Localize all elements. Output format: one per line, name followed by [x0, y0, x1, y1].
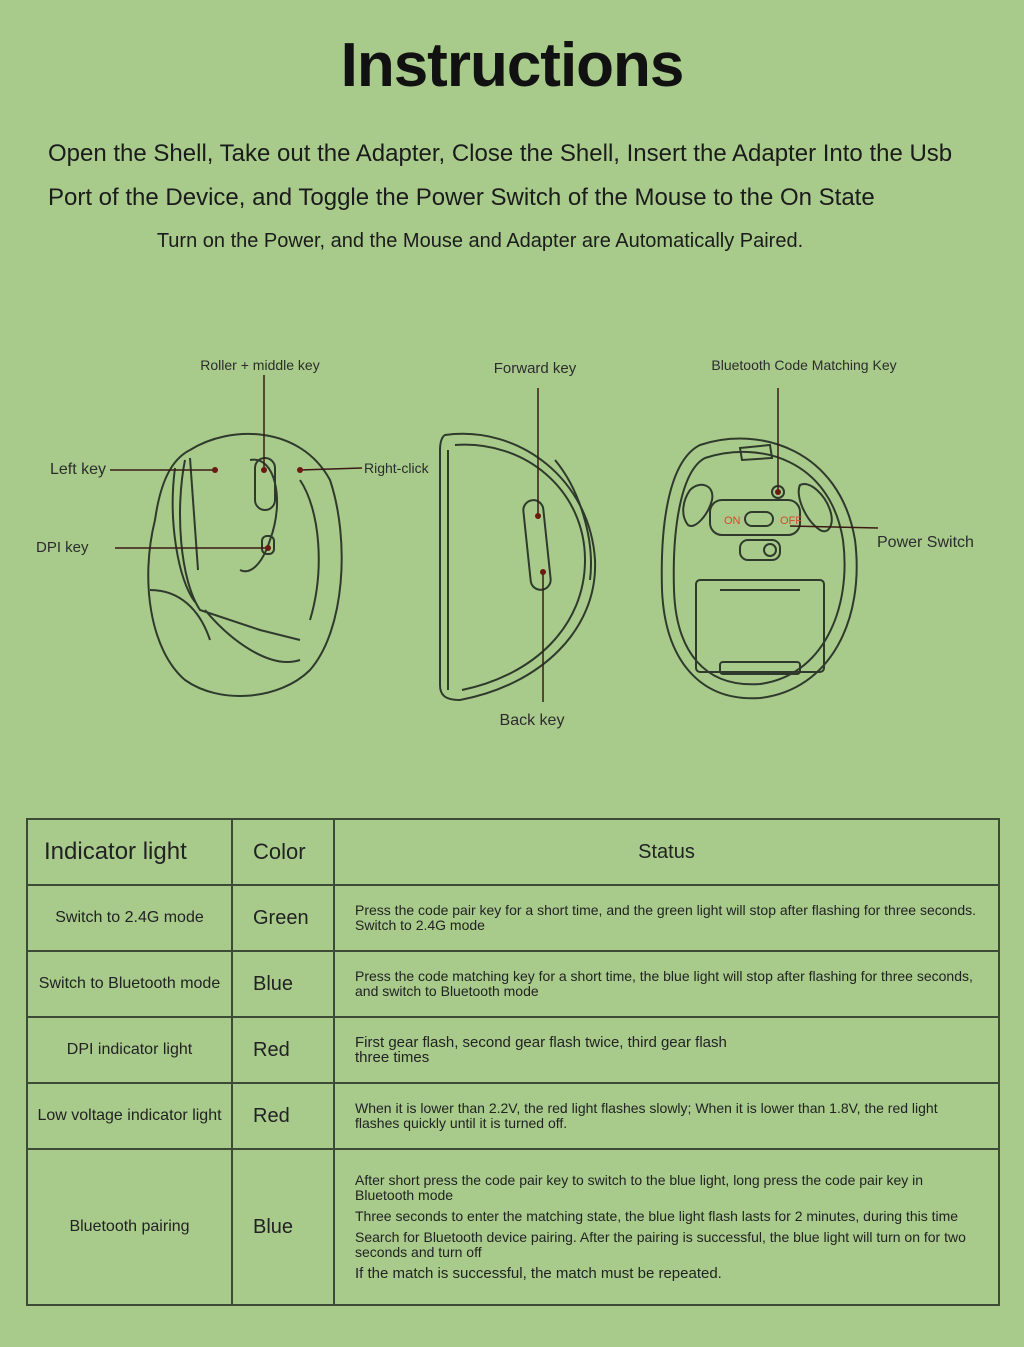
intro-text: Open the Shell, Take out the Adapter, Close the Shell, Insert the Adapter Into the Usb Port of the Device, and Toggle the Power Switch of the Mouse to the On State: [48, 140, 953, 211]
status-line: After short press the code pair key to switch to the blue light, long press the code pair key in Bluetooth mode: [355, 1172, 924, 1203]
header-indicator-light: Indicator light: [27, 819, 232, 885]
row-color: Green: [232, 885, 334, 951]
left-key-marker: [212, 467, 218, 473]
label-right-click: Right-click: [364, 460, 429, 476]
page-title: Instructions: [340, 31, 684, 100]
indicator-table: [26, 818, 1000, 1306]
row-indicator: Switch to Bluetooth mode: [27, 951, 232, 1017]
label-roller-middle-key: Roller + middle key: [200, 357, 320, 373]
row-indicator: Switch to 2.4G mode: [27, 885, 232, 951]
label-forward-key: Forward key: [493, 360, 577, 377]
row-color: Red: [232, 1017, 334, 1083]
row-indicator: Bluetooth pairing: [27, 1149, 232, 1305]
status-line: If the match is successful, the match must be repeated.: [355, 1265, 722, 1282]
status-line: Press the code matching key for a short time, the blue light will stop after flashing for three seconds, and switch to Bluetooth mode: [355, 968, 973, 999]
back-key-marker: [540, 569, 546, 575]
mouse-diagram: [0, 340, 1024, 740]
status-line: First gear flash, second gear flash twice, third gear flash three times: [355, 1034, 727, 1066]
forward-key-marker: [535, 513, 541, 519]
status-line: Three seconds to enter the matching state, the blue light flash lasts for 2 minutes, during this time: [355, 1208, 959, 1224]
table-row: [27, 1017, 999, 1083]
mouse-bottom-view: [662, 439, 857, 699]
label-dpi-key: DPI key: [36, 539, 89, 556]
label-left-key: Left key: [50, 461, 107, 478]
row-color: Red: [232, 1083, 334, 1149]
row-indicator: Low voltage indicator light: [27, 1083, 232, 1149]
row-status: [334, 951, 999, 1017]
roller-marker: [261, 467, 267, 473]
label-power-switch: Power Switch: [877, 534, 974, 551]
label-on: ON: [724, 515, 741, 527]
row-color: Blue: [232, 951, 334, 1017]
table-header-row: [27, 819, 999, 885]
row-status: [334, 885, 999, 951]
right-click-marker: [297, 467, 303, 473]
mouse-side-view: [440, 434, 595, 700]
status-line: When it is lower than 2.2V, the red light flashes slowly; When it is lower than 1.8V, the red light flashes quickly until it is turned off.: [355, 1100, 938, 1131]
table-row: [27, 1083, 999, 1149]
row-status: [334, 1017, 999, 1083]
label-off: OFF: [780, 515, 802, 527]
row-status: [334, 1149, 999, 1305]
status-line: Press the code pair key for a short time, and the green light will stop after flashing for three seconds. Switch to 2.4G mode: [355, 902, 976, 933]
mouse-top-view: [148, 434, 341, 696]
pairing-subtitle: [0, 230, 960, 253]
label-bluetooth-code-matching-key: Bluetooth Code Matching Key: [711, 357, 897, 373]
row-status: [334, 1083, 999, 1149]
label-back-key: Back key: [499, 712, 565, 729]
header-color: Color: [232, 819, 334, 885]
table-row: [27, 1149, 999, 1305]
row-indicator: DPI indicator light: [27, 1017, 232, 1083]
status-line: Search for Bluetooth device pairing. After the pairing is successful, the blue light will turn on for two seconds and turn off: [355, 1229, 966, 1260]
table-row: [27, 951, 999, 1017]
row-color: Blue: [232, 1149, 334, 1305]
header-status: Status: [334, 819, 999, 885]
dpi-key-marker: [265, 545, 271, 551]
table-row: [27, 885, 999, 951]
pairing-subtitle-text: Turn on the Power, and the Mouse and Adapter are Automatically Paired.: [156, 230, 804, 252]
bt-key-marker: [775, 489, 781, 495]
